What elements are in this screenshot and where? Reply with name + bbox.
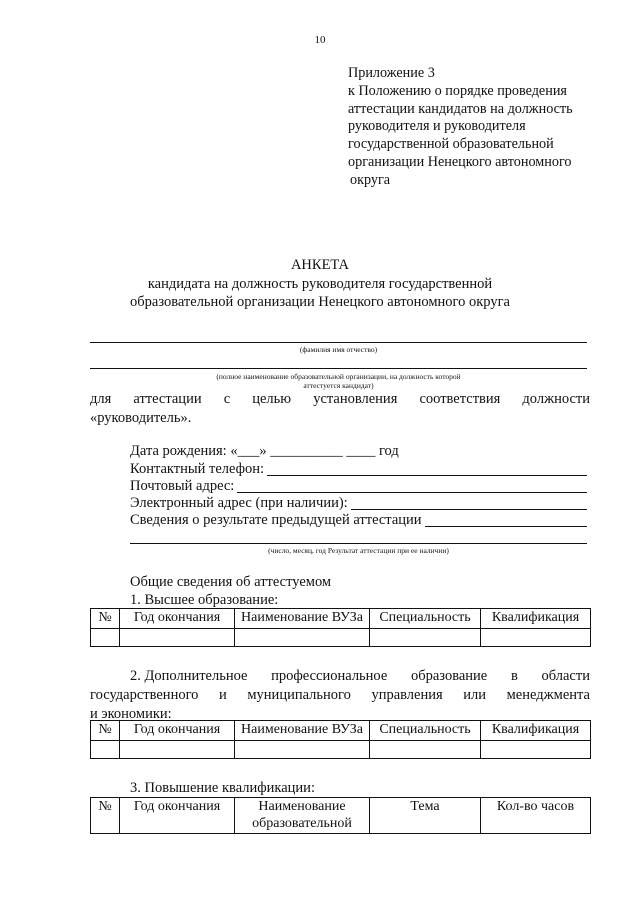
organization-caption (90, 372, 587, 390)
general-info-heading: Общие сведения об аттестуемом (130, 574, 332, 590)
page-number: 10 (314, 34, 326, 46)
higher-education-table (90, 608, 591, 647)
section-2-line-3: и экономики: (90, 706, 172, 722)
form-subtitle-line: кандидата на должность руководителя государственной (147, 275, 493, 292)
organization-caption-line: аттестуется кандидат) (303, 381, 374, 390)
appendix-reference (348, 65, 608, 190)
column-header: № (91, 609, 120, 629)
table-cell[interactable] (481, 629, 591, 647)
column-header: Квалификация (481, 609, 591, 629)
full-name-caption: (фамилия имя отчество) (299, 345, 378, 354)
appendix-line: государственной образовательной (348, 136, 554, 153)
previous-attestation-field[interactable] (130, 511, 587, 530)
section-2-word: и (219, 687, 227, 703)
email-label: Электронный адрес (при наличии): (130, 495, 348, 511)
section-2-word: 2. Дополнительное (130, 668, 248, 684)
table-header-row (91, 721, 591, 741)
section-2-line-1 (90, 667, 590, 686)
column-header: Наименование ВУЗа (235, 721, 370, 741)
purpose-word: с (223, 391, 231, 407)
purpose-statement (90, 390, 590, 428)
section-2-word: образование (410, 668, 488, 684)
purpose-word: аттестации (133, 391, 202, 407)
column-header: Тема (370, 798, 481, 834)
section-2-word: области (541, 668, 590, 684)
column-header: № (91, 798, 120, 834)
table-cell[interactable] (370, 629, 481, 647)
table-cell[interactable] (235, 629, 370, 647)
purpose-word: должности (522, 391, 590, 407)
section-2-word: управления (371, 687, 443, 703)
column-header: Год окончания (120, 721, 235, 741)
additional-education-table (90, 720, 591, 759)
table-cell[interactable] (481, 741, 591, 759)
section-2-word: государственного (90, 687, 199, 703)
form-title (60, 256, 580, 312)
previous-attestation-label: Сведения о результате предыдущей аттестации (130, 512, 422, 528)
column-header: Квалификация (481, 721, 591, 741)
table-cell[interactable] (370, 741, 481, 759)
appendix-line: Приложение 3 (348, 65, 435, 81)
purpose-line-2: «руководитель». (90, 410, 192, 426)
purpose-word: для (90, 391, 112, 407)
appendix-line: руководителя и руководителя (348, 118, 526, 135)
birth-date-label: Дата рождения: «___» __________ ____ год (130, 443, 399, 459)
form-subtitle-line: образовательной организации Ненецкого автономного округа (130, 294, 510, 310)
attestation-result-caption: (число, месяц, год Результат аттестации при ее наличии) (268, 546, 449, 555)
column-header: Специальность (370, 609, 481, 629)
full-name-line[interactable] (90, 342, 587, 343)
organization-line[interactable] (90, 368, 587, 369)
section-2-word: в (510, 668, 518, 684)
table-cell[interactable] (91, 741, 120, 759)
table-cell[interactable] (91, 629, 120, 647)
purpose-line-1 (90, 390, 590, 409)
qualification-upgrade-table (90, 797, 591, 834)
purpose-word: установления (313, 391, 398, 407)
postal-address-blank[interactable] (237, 492, 587, 493)
section-2-word: муниципального (247, 687, 351, 703)
appendix-line: организации Ненецкого автономного (348, 153, 572, 170)
column-header: № (91, 721, 120, 741)
table-cell[interactable] (120, 741, 235, 759)
form-heading: АНКЕТА (290, 257, 350, 273)
section-3-title: 3. Повышение квалификации: (130, 780, 315, 796)
table-cell[interactable] (235, 741, 370, 759)
phone-label: Контактный телефон: (130, 461, 265, 477)
appendix-line: округа (350, 171, 391, 188)
previous-attestation-blank[interactable] (425, 526, 587, 527)
column-header: Наименование ВУЗа (235, 609, 370, 629)
section-2-word: менеджмента (506, 687, 590, 703)
purpose-word: целью (252, 391, 292, 407)
section-2-title (90, 667, 590, 724)
table-cell[interactable] (120, 629, 235, 647)
appendix-line: к Положению о порядке проведения (348, 82, 567, 99)
table-row[interactable] (91, 629, 591, 647)
birth-date-field[interactable] (130, 442, 399, 461)
phone-blank[interactable] (267, 475, 587, 476)
table-header-row (91, 798, 591, 834)
column-header: Год окончания (120, 798, 235, 834)
section-2-line-2 (90, 686, 590, 705)
column-header: Год окончания (120, 609, 235, 629)
table-row[interactable] (91, 741, 591, 759)
attestation-result-line[interactable] (130, 543, 587, 544)
column-header: Наименование образовательной (235, 798, 370, 834)
column-header: Кол-во часов (481, 798, 591, 834)
column-header: Специальность (370, 721, 481, 741)
section-2-word: профессиональное (271, 668, 388, 684)
section-1-title: 1. Высшее образование: (130, 592, 279, 608)
appendix-line: аттестации кандидатов на должность (348, 100, 573, 117)
email-blank[interactable] (351, 509, 587, 510)
postal-address-label: Почтовый адрес: (130, 478, 235, 494)
table-header-row (91, 609, 591, 629)
purpose-word: соответствия (419, 391, 501, 407)
section-2-word: или (463, 687, 487, 703)
organization-caption-line: (полное наименование образовательной организации, на должность которой (216, 372, 461, 381)
